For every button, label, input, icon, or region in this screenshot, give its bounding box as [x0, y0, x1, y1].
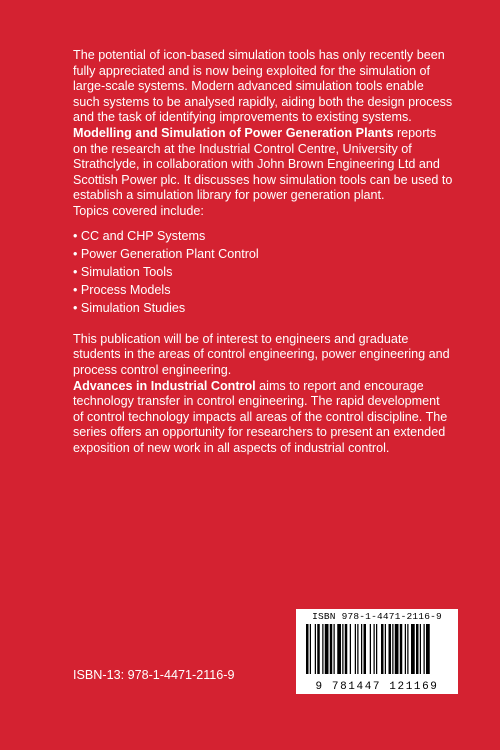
- barcode-digits: 9 781447 121169: [315, 681, 439, 693]
- barcode-bar: [426, 624, 430, 674]
- barcode-bar: [310, 624, 311, 674]
- barcode-bar: [400, 624, 403, 674]
- topic-item: • Simulation Tools: [73, 264, 173, 279]
- barcode-bars: [306, 624, 448, 674]
- series-title: Advances in Industrial Control: [73, 378, 256, 393]
- barcode-bar: [334, 624, 335, 674]
- barcode-bar: [330, 624, 333, 674]
- barcode-bar: [337, 624, 341, 674]
- barcode-bar: [306, 624, 309, 674]
- barcode-bar: [381, 624, 384, 674]
- barcode-bar: [374, 624, 375, 674]
- barcode-bar: [370, 624, 371, 674]
- barcode-bar: [322, 624, 323, 674]
- series-paragraph: [73, 379, 453, 457]
- barcode-bar: [416, 624, 419, 674]
- barcode-bar: [405, 624, 406, 674]
- book-title: Modelling and Simulation of Power Generation Plants: [73, 125, 394, 140]
- topic-item: • Power Generation Plant Control: [73, 246, 259, 261]
- barcode-bar: [345, 624, 348, 674]
- barcode-bar: [407, 624, 408, 674]
- barcode-bar: [424, 624, 425, 674]
- barcode-bar: [411, 624, 415, 674]
- isbn-barcode: [296, 609, 458, 694]
- barcode-bar: [342, 624, 343, 674]
- barcode-bar: [315, 624, 316, 674]
- barcode-isbn-text: ISBN 978-1-4471-2116-9: [312, 611, 442, 622]
- barcode-bar: [389, 624, 392, 674]
- barcode-bar: [357, 624, 358, 674]
- isbn-13-label: ISBN-13: 978-1-4471-2116-9: [73, 668, 235, 682]
- barcode-bar: [361, 624, 362, 674]
- topic-item: • CC and CHP Systems: [73, 228, 206, 243]
- barcode-bar: [317, 624, 320, 674]
- barcode-bar: [376, 624, 377, 674]
- barcode-bar: [392, 624, 393, 674]
- barcode-bar: [385, 624, 386, 674]
- topic-item: • Simulation Studies: [73, 301, 186, 316]
- topic-item: • Process Models: [73, 283, 171, 298]
- series-description-text: aims to report and encourage technology transfer in control engineering. The rapid development of control technology impacts all areas of the control discipline. The series offers an opportunity for researchers to present an extended exposition of new work in all aspects of industrial control.: [73, 378, 448, 456]
- topics-list: [73, 229, 453, 317]
- back-cover-text: [73, 48, 453, 457]
- book-description-paragraph: [73, 126, 453, 204]
- barcode-bar: [395, 624, 399, 674]
- topics-heading: Topics covered include:: [73, 203, 204, 218]
- barcode-bar: [420, 624, 421, 674]
- barcode-bar: [350, 624, 351, 674]
- book-description-text: reports on the research at the Industrial Control Centre, University of Strathclyde, in collaboration with John Brown Engineering Ltd and Scottish Power plc. It discusses how simulation tools can be used to establish a simulation library for power generation plant.: [73, 125, 453, 203]
- intro-paragraph: The potential of icon-based simulation tools has only recently been fully appreciated and is now being exploited for the simulation of large-scale systems. Modern advanced simulation tools enable such systems to be analysed rapidly, aiding both the design process and the task of identifying improvements to existing systems.: [73, 48, 453, 125]
- audience-paragraph: This publication will be of interest to engineers and graduate students in the areas of control engineering, power engineering and process control engineering.: [73, 331, 450, 378]
- barcode-bar: [364, 624, 367, 674]
- barcode-bar: [325, 624, 329, 674]
- barcode-bar: [355, 624, 356, 674]
